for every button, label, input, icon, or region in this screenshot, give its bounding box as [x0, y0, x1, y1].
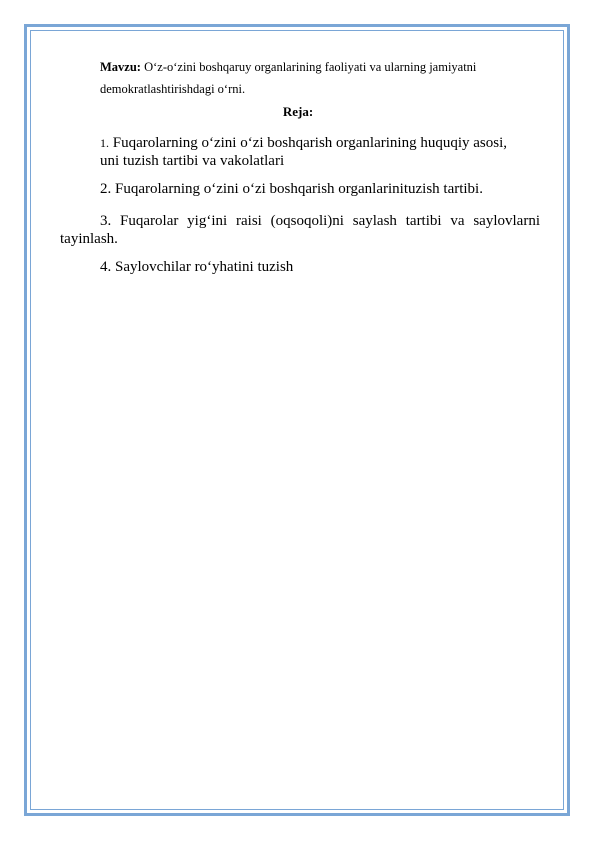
- topic-title-line1: O‘z-o‘zini boshqaruy organlarining faoliyati va ularning jamiyatni: [140, 60, 477, 74]
- plan-item-1-number: 1.: [100, 136, 109, 150]
- plan-item-1: [100, 134, 540, 170]
- topic-label: Mavzu:: [100, 60, 141, 74]
- topic-block: [100, 56, 540, 100]
- topic-title-line2: demokratlashtirishdagi o‘rni.: [100, 82, 246, 96]
- plan-item-1-text-line2: uni tuzish tartibi va vakolatlari: [100, 153, 285, 169]
- plan-item-1-text-line1: Fuqarolarning o‘zini o‘zi boshqarish organlarining huquqiy asosi,: [109, 135, 507, 151]
- plan-item-2: [100, 180, 540, 198]
- plan-item-4-text: 4. Saylovchilar ro‘yhatini tuzish: [100, 259, 294, 275]
- plan-item-2-text: 2. Fuqarolarning o‘zini o‘zi boshqarish organlarinituzish tartibi.: [100, 181, 483, 197]
- plan-item-3-text-line1: 3. Fuqarolar yig‘ini raisi (oqsoqoli)ni saylash tartibi va saylovlarni: [100, 213, 540, 229]
- plan-item-3: [60, 212, 540, 248]
- plan-item-3-text-line2: tayinlash.: [60, 231, 118, 247]
- plan-item-4: [100, 258, 540, 276]
- plan-heading: Reja:: [282, 104, 314, 119]
